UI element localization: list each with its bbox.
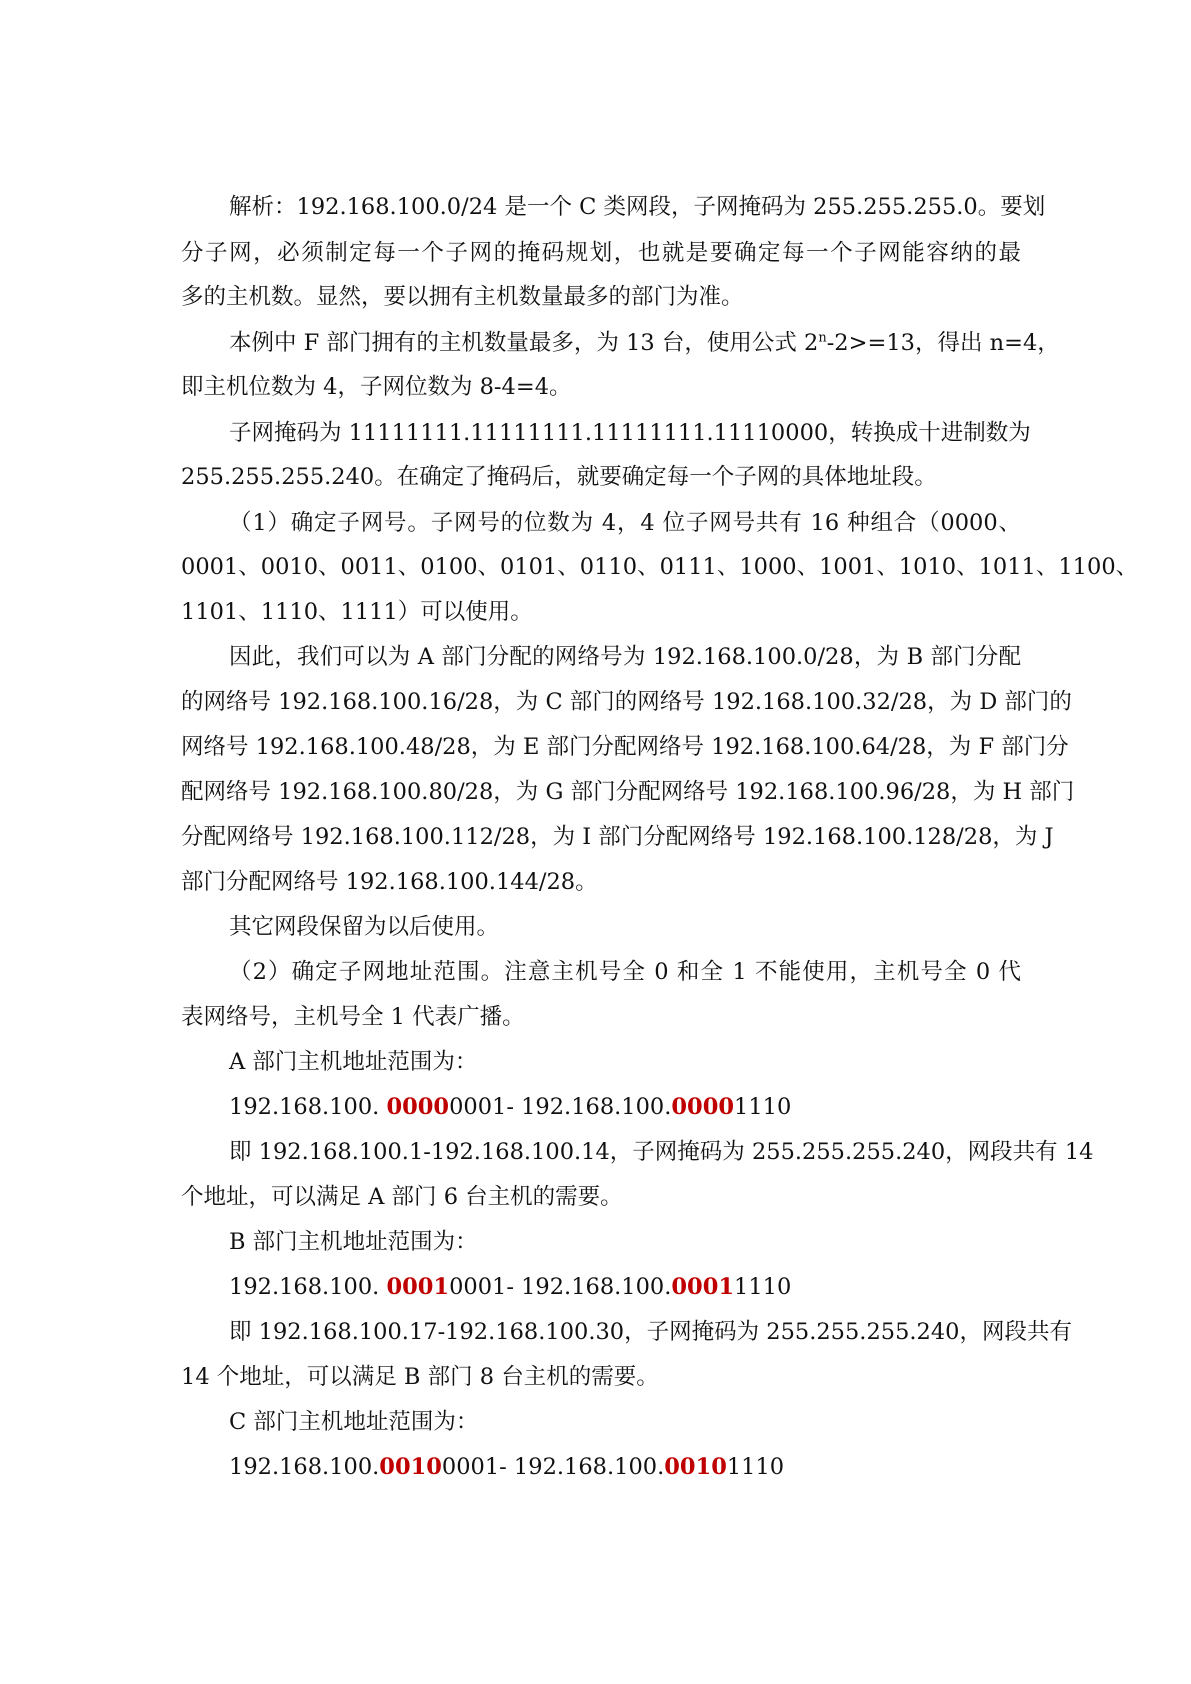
line-text: -2>=13，得出 n=4，: [826, 330, 1060, 356]
address-text: 0001- 192.168.100.: [441, 1454, 665, 1480]
paragraph-line: 网络号 192.168.100.48/28，为 E 部门分配网络号 192.168.100.64/28，为 F 部门分: [181, 734, 1069, 760]
address-range-line: [229, 1272, 1021, 1302]
address-text: 0001- 192.168.100.: [449, 1094, 672, 1120]
address-text: 1110: [734, 1094, 792, 1120]
paragraph-line: B 部门主机地址范围为：: [229, 1229, 478, 1255]
paragraph-line: （2）确定子网地址范围。注意主机号全 0 和全 1 不能使用，主机号全 0 代: [229, 959, 1021, 985]
subnet-bits-highlight: 0001: [386, 1274, 450, 1300]
paragraph-line: 255.255.255.240。在确定了掩码后，就要确定每一个子网的具体地址段。: [181, 464, 937, 490]
address-text: 192.168.100.: [229, 1094, 387, 1120]
paragraph-line: 表网络号，主机号全 1 代表广播。: [181, 1004, 525, 1030]
address-text: 192.168.100.: [229, 1454, 380, 1480]
paragraph-line: （1）确定子网号。子网号的位数为 4，4 位子网号共有 16 种组合（0000、: [229, 510, 1021, 536]
paragraph-line: 部门分配网络号 192.168.100.144/28。: [181, 869, 598, 895]
paragraph-line: 0001、0010、0011、0100、0101、0110、0111、1000、1001、1010、1011、1100、: [181, 554, 1139, 580]
paragraph-line: C 部门主机地址范围为：: [229, 1409, 479, 1435]
superscript: n: [818, 330, 827, 346]
paragraph-line: 子网掩码为 11111111.11111111.11111111.11110000，转换成十进制数为: [229, 420, 1031, 446]
line-text: 本例中 F 部门拥有的主机数量最多，为 13 台，使用公式 2: [229, 330, 819, 356]
paragraph-line: 分子网，必须制定每一个子网的掩码规划，也就是要确定每一个子网能容纳的最: [181, 240, 1021, 266]
address-range-line: [229, 1452, 1021, 1482]
paragraph-line: [229, 328, 1060, 358]
address-text: 192.168.100.: [229, 1274, 387, 1300]
address-text: 0001- 192.168.100.: [449, 1274, 672, 1300]
subnet-bits-highlight: 0010: [379, 1454, 442, 1480]
address-text: 1110: [734, 1274, 792, 1300]
paragraph-line: 即 192.168.100.17-192.168.100.30，子网掩码为 255.255.255.240，网段共有: [229, 1319, 1072, 1345]
paragraph-line: 因此，我们可以为 A 部门分配的网络号为 192.168.100.0/28，为 B 部门分配: [229, 644, 1021, 670]
paragraph-line: 个地址，可以满足 A 部门 6 台主机的需要。: [181, 1184, 623, 1210]
paragraph-line: 解析：192.168.100.0/24 是一个 C 类网段，子网掩码为 255.255.255.0。要划: [229, 194, 1046, 220]
address-text: 1110: [726, 1454, 785, 1480]
paragraph-line: 即 192.168.100.1-192.168.100.14，子网掩码为 255.255.255.240，网段共有 14: [229, 1139, 1094, 1165]
paragraph-line: 其它网段保留为以后使用。: [229, 914, 500, 940]
paragraph-line: 的网络号 192.168.100.16/28，为 C 部门的网络号 192.168.100.32/28，为 D 部门的: [181, 689, 1072, 715]
subnet-bits-highlight: 0001: [671, 1274, 735, 1300]
paragraph-line: 即主机位数为 4，子网位数为 8-4=4。: [181, 374, 572, 400]
subnet-bits-highlight: 0000: [671, 1094, 735, 1120]
paragraph-line: 配网络号 192.168.100.80/28，为 G 部门分配网络号 192.168.100.96/28，为 H 部门: [181, 779, 1075, 805]
paragraph-line: 14 个地址，可以满足 B 部门 8 台主机的需要。: [181, 1364, 659, 1390]
subnet-bits-highlight: 0010: [664, 1454, 727, 1480]
paragraph-line: A 部门主机地址范围为：: [229, 1049, 478, 1075]
subnet-bits-highlight: 0000: [386, 1094, 450, 1120]
address-range-line: [229, 1092, 1021, 1122]
paragraph-line: 分配网络号 192.168.100.112/28，为 I 部门分配网络号 192.168.100.128/28，为 J: [181, 824, 1054, 850]
paragraph-line: 多的主机数。显然，要以拥有主机数量最多的部门为准。: [181, 284, 744, 310]
paragraph-line: 1101、1110、1111）可以使用。: [181, 599, 533, 625]
